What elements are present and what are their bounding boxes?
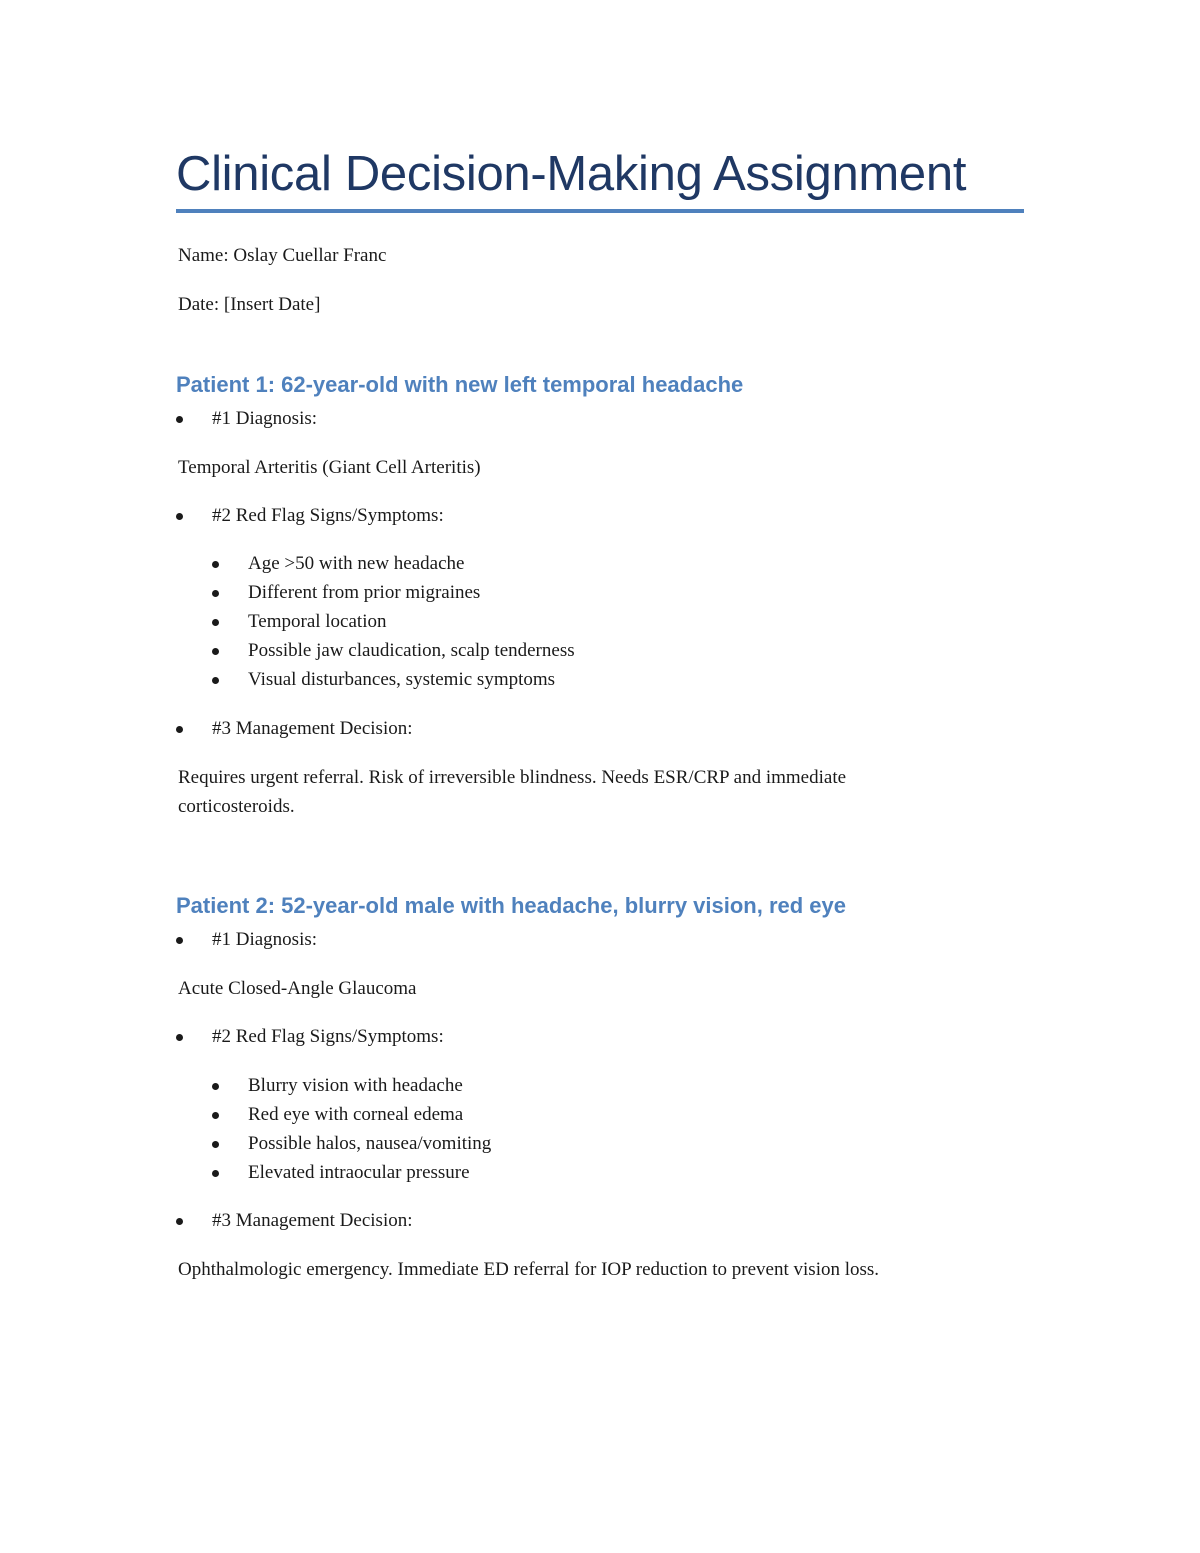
patient-2-diagnosis: Acute Closed-Angle Glaucoma — [178, 978, 417, 999]
red-flag-text: Different from prior migraines — [248, 582, 481, 603]
date-line: Date: [Insert Date] — [178, 294, 321, 315]
bullet-icon — [176, 1218, 183, 1225]
bullet-icon — [176, 1034, 183, 1041]
bullet-icon — [212, 590, 219, 597]
bullet-icon — [176, 513, 183, 520]
patient-1-diagnosis-label: #1 Diagnosis: — [212, 408, 318, 429]
patient-2-management-label: #3 Management Decision: — [212, 1210, 413, 1231]
name-line: Name: Oslay Cuellar Franc — [178, 245, 387, 266]
red-flag-text: Temporal location — [248, 611, 387, 632]
bullet-icon — [212, 1083, 219, 1090]
patient-1-management-text: Requires urgent referral. Risk of irreversible blindness. Needs ESR/CRP and immediate — [178, 767, 847, 788]
bullet-icon — [212, 561, 219, 568]
red-flag-text: Possible halos, nausea/vomiting — [248, 1133, 492, 1154]
red-flag-text: Red eye with corneal edema — [248, 1104, 464, 1125]
bullet-icon — [176, 937, 183, 944]
patient-1-red-flags-label: #2 Red Flag Signs/Symptoms: — [212, 505, 444, 526]
patient-2-management-text: Ophthalmologic emergency. Immediate ED referral for IOP reduction to prevent vision loss. — [178, 1259, 880, 1280]
patient-1-management-label: #3 Management Decision: — [212, 718, 413, 739]
bullet-icon — [212, 677, 219, 684]
red-flag-text: Visual disturbances, systemic symptoms — [248, 669, 556, 690]
patient-2-diagnosis-label: #1 Diagnosis: — [212, 929, 318, 950]
red-flag-text: Blurry vision with headache — [248, 1075, 463, 1096]
patient-1-diagnosis: Temporal Arteritis (Giant Cell Arteritis) — [178, 457, 481, 478]
bullet-icon — [212, 648, 219, 655]
document-title: Clinical Decision-Making Assignment — [176, 147, 967, 201]
bullet-icon — [212, 1112, 219, 1119]
bullet-icon — [176, 726, 183, 733]
bullet-icon — [212, 1170, 219, 1177]
bullet-icon — [212, 1141, 219, 1148]
patient-1-heading: Patient 1: 62-year-old with new left temporal headache — [176, 372, 744, 397]
bullet-icon — [176, 416, 183, 423]
title-underline-rule — [176, 209, 1024, 213]
patient-1-management-text: corticosteroids. — [178, 796, 295, 817]
patient-2-red-flags-label: #2 Red Flag Signs/Symptoms: — [212, 1026, 444, 1047]
red-flag-text: Age >50 with new headache — [248, 553, 465, 574]
red-flag-text: Elevated intraocular pressure — [248, 1162, 470, 1183]
bullet-icon — [212, 619, 219, 626]
red-flag-text: Possible jaw claudication, scalp tenderness — [248, 640, 575, 661]
patient-2-heading: Patient 2: 52-year-old male with headache, blurry vision, red eye — [176, 893, 847, 918]
